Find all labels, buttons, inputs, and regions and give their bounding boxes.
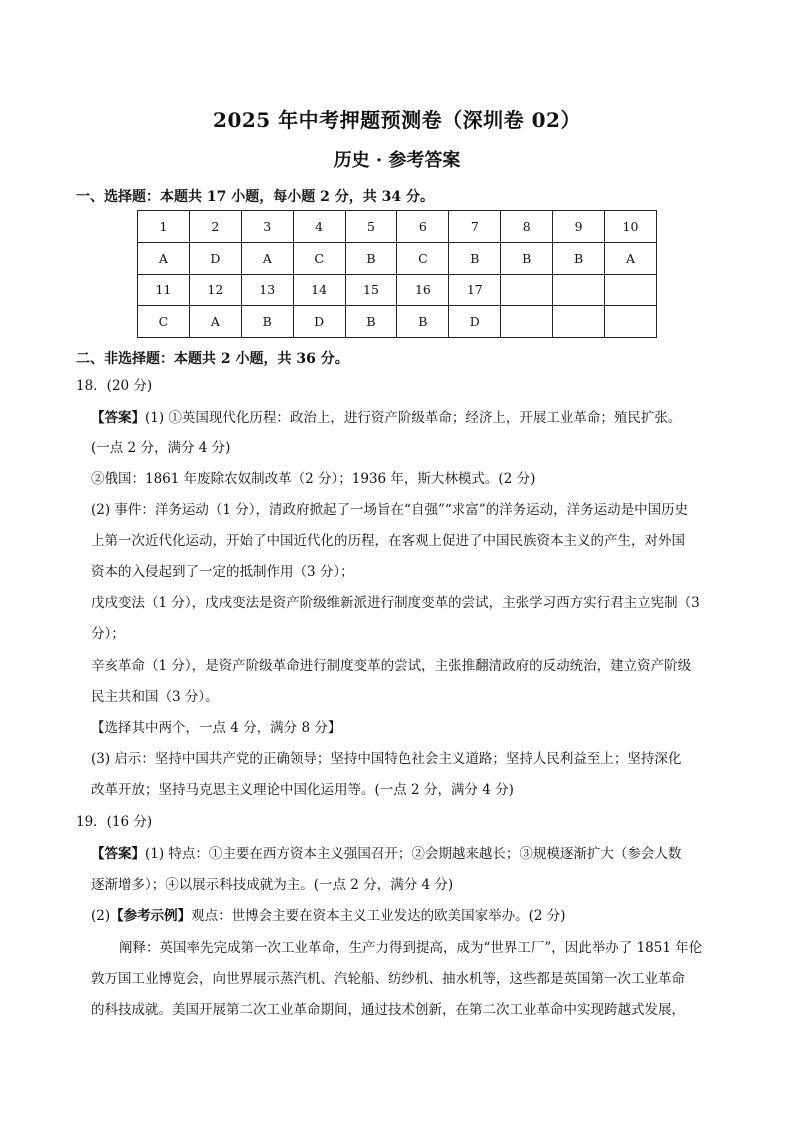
table-cell: [501, 306, 553, 338]
table-cell: 14: [293, 274, 345, 306]
q19-line-4: 阐释：英国率先完成第一次工业革命，生产力得到提高，成为“世界工厂”，因此举办了 1851 年伦: [119, 940, 703, 956]
table-cell: 2: [189, 211, 241, 243]
table-cell: [501, 274, 553, 306]
q18-line-5: 上第一次近代化运动，开始了中国近代化的历程，在客观上促进了中国民族资本主义的产生，对外国: [91, 533, 685, 549]
table-cell: D: [449, 306, 501, 338]
table-cell: C: [138, 306, 190, 338]
table-cell: 16: [397, 274, 449, 306]
q18-line-3: ②俄国：1861 年废除农奴制改革（2 分）；1936 年，斯大林模式。(2 分): [91, 471, 536, 487]
answer-table: [137, 210, 657, 338]
table-cell: C: [293, 242, 345, 274]
table-cell: B: [345, 306, 397, 338]
table-cell: D: [293, 306, 345, 338]
q19-line-3-number: (2): [91, 908, 111, 924]
table-cell: 12: [189, 274, 241, 306]
table-cell: 4: [293, 211, 345, 243]
table-cell: 15: [345, 274, 397, 306]
table-cell: 10: [605, 211, 657, 243]
section-nonchoice-heading: 二、非选择题：本题共 2 小题，共 36 分。: [76, 351, 349, 367]
q19-line-5: 敦万国工业博览会，向世界展示蒸汽机、汽轮船、纺纱机、抽水机等，这些都是英国第一次工业革命: [91, 971, 685, 987]
q18-line-2: (一点 2 分，满分 4 分): [91, 440, 231, 456]
q18-line-9: 辛亥革命（1 分），是资产阶级革命进行制度变革的尝试，主张推翻清政府的反动统治，建立资产阶级: [91, 658, 692, 674]
table-cell: 7: [449, 211, 501, 243]
page-subtitle: 历史 · 参考答案: [333, 150, 461, 171]
table-cell: 5: [345, 211, 397, 243]
table-cell: A: [138, 242, 190, 274]
table-cell: B: [501, 242, 553, 274]
q19-line-3-text: 观点：世博会主要在资本主义工业发达的欧美国家举办。(2 分): [191, 908, 566, 924]
q18-line-13: 改革开放；坚持马克思主义理论中国化运用等。(一点 2 分，满分 4 分): [91, 782, 514, 798]
page-title: 2025 年中考押题预测卷（深圳卷 02）: [213, 108, 581, 132]
table-cell: A: [241, 242, 293, 274]
table-cell: 8: [501, 211, 553, 243]
table-row: [138, 242, 657, 274]
q19-line-1-text: (1) 特点：①主要在西方资本主义强国召开；②会期越来越长；③规模逐渐扩大（参会人数: [145, 846, 682, 862]
q19-line-6: 的科技成就。美国开展第二次工业革命期间，通过技术创新，在第二次工业革命中实现跨越式发展，: [91, 1002, 685, 1018]
q18-line-7: 戊戌变法（1 分），戊戌变法是资产阶级维新派进行制度变革的尝试，主张学习西方实行君主立宪制（3: [91, 595, 700, 611]
q18-line-6: 资本的入侵起到了一定的抵制作用（3 分）；: [91, 564, 354, 580]
table-row: [138, 306, 657, 338]
table-cell: [553, 274, 605, 306]
table-cell: 13: [241, 274, 293, 306]
q19-line-1: [91, 848, 681, 862]
table-cell: D: [189, 242, 241, 274]
q18-line-11: 【选择其中两个，一点 4 分，满分 8 分】: [91, 720, 342, 736]
table-cell: [605, 306, 657, 338]
answer-tag: 【答案】: [91, 410, 145, 426]
table-cell: 6: [397, 211, 449, 243]
q18-line-10: 民主共和国（3 分）。: [91, 689, 219, 705]
table-cell: [605, 274, 657, 306]
q19-line-2: 逐渐增多）；④以展示科技成就为主。(一点 2 分，满分 4 分): [91, 877, 454, 893]
table-cell: B: [241, 306, 293, 338]
q18-line-8: 分）；: [91, 626, 125, 642]
example-tag: 【参考示例】: [110, 908, 192, 924]
table-cell: 17: [449, 274, 501, 306]
q18-line-1-text: (1) ①英国现代化历程：政治上，进行资产阶级革命；经济上，开展工业革命；殖民扩张。: [145, 410, 682, 426]
table-cell: B: [449, 242, 501, 274]
table-cell: 1: [138, 211, 190, 243]
table-cell: A: [189, 306, 241, 338]
table-row: [138, 211, 657, 243]
table-cell: B: [553, 242, 605, 274]
q18-line-4: (2) 事件：洋务运动（1 分），清政府掀起了一场旨在“自强”“求富”的洋务运动，洋务运动是中国历史: [91, 502, 689, 518]
table-row: [138, 274, 657, 306]
q18-header: 18．(20 分): [76, 378, 153, 394]
table-cell: B: [345, 242, 397, 274]
table-cell: B: [397, 306, 449, 338]
q18-line-12: (3) 启示：坚持中国共产党的正确领导；坚持中国特色社会主义道路；坚持人民利益至上；坚持深化: [91, 751, 682, 767]
section-choice-heading: 一、选择题：本题共 17 小题，每小题 2 分，共 34 分。: [76, 189, 434, 205]
table-cell: 11: [138, 274, 190, 306]
answer-tag: 【答案】: [91, 846, 145, 862]
table-cell: [553, 306, 605, 338]
table-cell: C: [397, 242, 449, 274]
q19-header: 19．(16 分): [76, 814, 153, 830]
q18-line-1: [91, 412, 681, 426]
q19-line-3: [91, 910, 566, 924]
table-cell: A: [605, 242, 657, 274]
table-cell: 9: [553, 211, 605, 243]
table-cell: 3: [241, 211, 293, 243]
